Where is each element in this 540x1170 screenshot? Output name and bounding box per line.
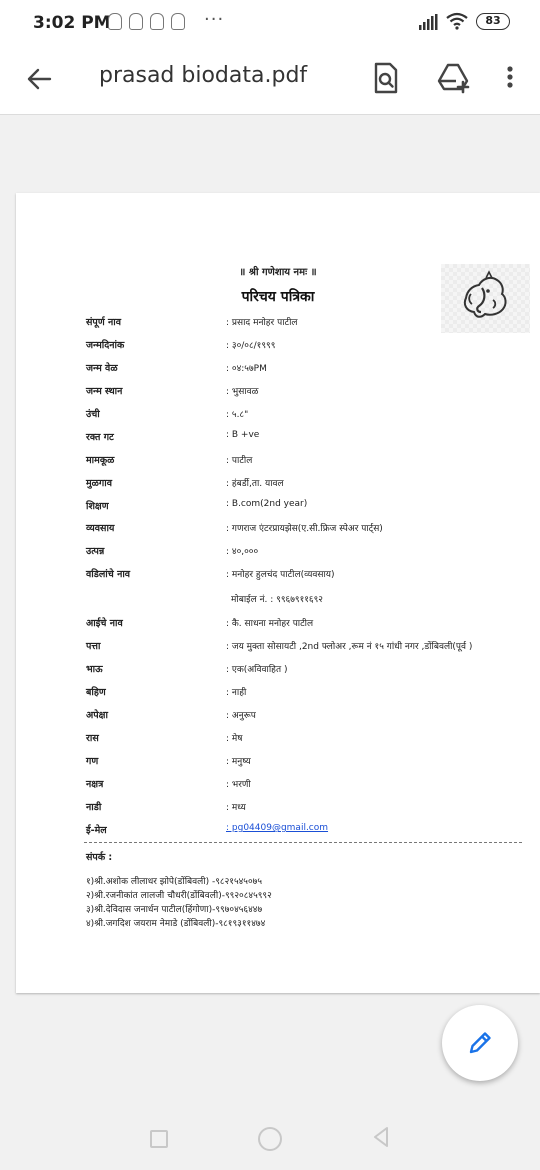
field-label: ई-मेल [86,825,107,836]
field-value: : अनुरूप [226,711,256,721]
field-value: : नाही [226,688,247,698]
field-row [86,731,536,745]
field-row [86,777,536,791]
wifi-icon [446,12,468,30]
notification-icon [150,13,164,30]
field-row [86,567,536,581]
contact-list [86,875,272,931]
contact-item: २)श्री.रजनीकांत लालजी चौधरी(डोंबिवली)-९९२०८४५९९२ [86,891,272,901]
field-row [86,800,536,814]
field-value: : कै. साधना मनोहर पाटील [226,619,314,629]
field-label: मुळगाव [86,478,112,489]
field-row [86,315,536,329]
home-nav-icon[interactable] [258,1127,282,1151]
field-value: : ३०/०८/१९९९ [226,341,276,351]
document-title: prasad biodata.pdf [99,63,308,88]
back-arrow-icon[interactable] [22,62,56,96]
notification-icon [108,13,122,30]
field-label: नाडी [86,802,102,813]
signal-icon [418,14,440,30]
field-label: उंची [86,409,100,420]
field-label: गण [86,756,99,767]
edit-pencil-icon [466,1029,494,1057]
field-label: उत्पन्न [86,546,105,557]
field-value: : गणराज एंटरप्रायझेस(ए.सी.फ्रिज स्पेअर पार्ट्स) [226,524,383,534]
field-label: शिक्षण [86,501,109,512]
contact-item: १)श्री.अशोक लीलाधर झोपे(डोंबिवली) -९८२१५४५०७५ [86,877,263,887]
field-value: : मध्य [226,803,246,813]
field-value: : प्रसाद मनोहर पाटील [226,318,298,328]
field-value: : ५.८" [226,410,249,420]
email-link[interactable]: : pg04409@gmail.com [226,823,329,833]
field-label: मामकूळ [86,455,115,466]
document-heading: परिचय पत्रिका [241,289,315,305]
contact-heading: संपर्क : [86,852,113,863]
notification-icon [129,13,143,30]
field-row [86,544,536,558]
field-label: आईचे नाव [86,618,123,629]
field-label: व्यवसाय [86,523,115,534]
field-label: रास [86,733,99,744]
edit-fab-button[interactable] [442,1005,518,1081]
field-label: जन्म स्थान [86,386,123,397]
system-nav-bar [0,1120,540,1170]
field-label: रक्त गट [86,432,114,443]
field-value: : भुसावळ [226,387,259,397]
field-label: संपूर्ण नाव [86,317,122,328]
add-to-drive-icon[interactable] [436,60,470,94]
notification-icons [108,13,185,30]
field-row [86,639,536,653]
field-label: अपेक्षा [86,710,108,721]
contact-item: ४)श्री.जगदिश जयराम नेमाडे (डोंबिवली)-९८१९३११४७४ [86,919,266,929]
field-value: : मेष [226,734,243,744]
battery-icon: 83 [476,13,510,30]
field-label: वडिलांचे नाव [86,569,131,580]
father-mobile: मोबाईल नं. : ९९६७९११६९२ [231,595,323,605]
field-value: : एक(अविवाहित ) [226,665,288,675]
field-value: : ०४:५७PM [226,364,267,374]
field-value: : भरणी [226,780,251,790]
notification-icon [171,13,185,30]
field-value: : पाटील [226,456,253,466]
field-value: : ४०,००० [226,547,259,557]
field-value: : मनुष्य [226,757,251,767]
field-value: : जय मुक्ता सोसायटी ,2nd फ्लोअर ,रूम नं १५ गांधी नगर ,डोंबिवली(पूर्व ) [226,642,473,652]
more-vert-icon[interactable] [498,60,522,94]
app-bar [0,46,540,115]
field-label: नक्षत्र [86,779,104,790]
back-nav-icon[interactable] [372,1126,390,1148]
more-notifications-indicator: ··· [204,9,225,30]
field-row [86,616,536,630]
field-row [86,708,536,722]
field-row [86,685,536,699]
field-value: : B +ve [226,430,260,440]
recents-nav-icon[interactable] [150,1130,168,1148]
field-row [86,476,536,490]
field-row [86,521,536,535]
field-label: बहिण [86,687,106,698]
field-row [86,361,536,375]
dashed-divider [84,842,522,843]
field-row [86,384,536,398]
invocation-line: ॥ श्री गणेशाय नमः ॥ [239,267,317,278]
field-value: : मनोहर हुलचंद पाटील(व्यवसाय) [226,570,335,580]
field-label: जन्मदिनांक [86,340,125,351]
field-row [86,430,536,444]
field-row [86,499,536,513]
field-label: जन्म वेळ [86,363,118,374]
field-row [86,754,536,768]
field-label: भाऊ [86,664,103,675]
status-bar [0,0,540,46]
field-row [86,823,536,837]
field-value: : हंबर्डी,ता. यावल [226,479,284,489]
field-row [86,453,536,467]
status-time: 3:02 PM [33,13,111,33]
contact-item: ३)श्री.देविदास जनार्धन पाटील(हिंगोणा)-९९७०४५६४४७ [86,905,263,915]
field-label: पत्ता [86,641,101,652]
field-row [86,407,536,421]
search-document-icon[interactable] [370,61,402,95]
pdf-page [16,193,540,993]
field-row [86,662,536,676]
field-value: : B.com(2nd year) [226,499,308,509]
field-row [86,338,536,352]
